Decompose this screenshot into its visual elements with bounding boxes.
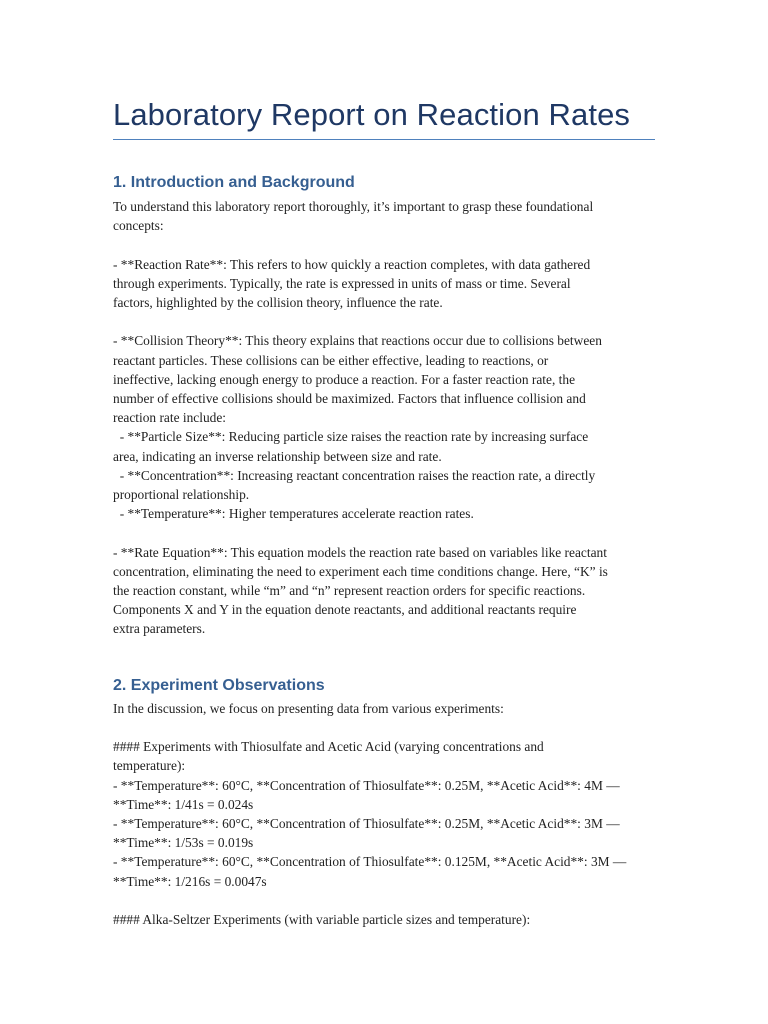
section-heading-introduction: 1. Introduction and Background	[113, 174, 355, 191]
paragraph-spacer	[113, 891, 658, 910]
section-heading-observations: 2. Experiment Observations	[113, 676, 325, 694]
thiosulfate-experiments-paragraph: #### Experiments with Thiosulfate and Acetic Acid (varying concentrations and temperature): - **Temperature**: 60°C, **Concentration of Thiosulfate**: 0.25M, **Acetic Acid**: 4M — **Time**: 1/41s = 0.024s - **Temperature**: 60°C, **Concentration of Thiosulfate**: 0.25M, **Acetic Acid**: 3M — **Time**: 1/53s = 0.019s - **Temperature**: 60°C, **Concentration of Thiosulfate**: 0.125M, **Acetic Acid**: 3M — **Time**: 1/216s = 0.0047s	[113, 739, 627, 889]
document-title: Laboratory Report on Reaction Rates	[113, 97, 631, 132]
alka-seltzer-experiments-heading: #### Alka-Seltzer Experiments (with variable particle sizes and temperature):	[113, 912, 531, 928]
collision-theory-paragraph: - **Collision Theory**: This theory explains that reactions occur due to collisions between reactant particles. These collisions can be either effective, leading to reactions, or ineffective, lacking enough energy to produce a reaction. For a faster reaction rate, the number of effective collisions should be maximized. Factors that influence collision and reaction rate include: - **Particle Size**: Reducing particle size raises the reaction rate by increasing surface area, indicating an inverse relationship between size and rate. - **Concentration**: Increasing reactant concentration raises the reaction rate, a directly proportional relationship. - **Temperature**: Higher temperatures accelerate reaction rates.	[113, 333, 602, 522]
paragraph-spacer	[113, 235, 658, 254]
paragraph-spacer	[113, 639, 658, 658]
paragraph-spacer	[113, 718, 658, 737]
document-page	[113, 92, 658, 929]
reaction-rate-paragraph: - **Reaction Rate**: This refers to how quickly a reaction completes, with data gathered through experiments. Typically, the rate is expressed in units of mass or time. Several factors, highlighted by the collision theory, influence the rate.	[113, 256, 591, 310]
paragraph-spacer	[113, 312, 658, 331]
intro-paragraph: To understand this laboratory report thoroughly, it’s important to grasp these foundational concepts:	[113, 199, 594, 234]
rate-equation-paragraph: - **Rate Equation**: This equation models the reaction rate based on variables like reactant concentration, eliminating the need to experiment each time conditions change. Here, “K” is the reaction constant, while “m” and “n” represent reaction orders for specific reactions. Components X and Y in the equation denote reactants, and additional reactants require extra parameters.	[113, 544, 608, 637]
observations-intro-paragraph: In the discussion, we focus on presenting data from various experiments:	[113, 700, 504, 716]
title-underline	[113, 139, 655, 140]
paragraph-spacer	[113, 523, 658, 542]
